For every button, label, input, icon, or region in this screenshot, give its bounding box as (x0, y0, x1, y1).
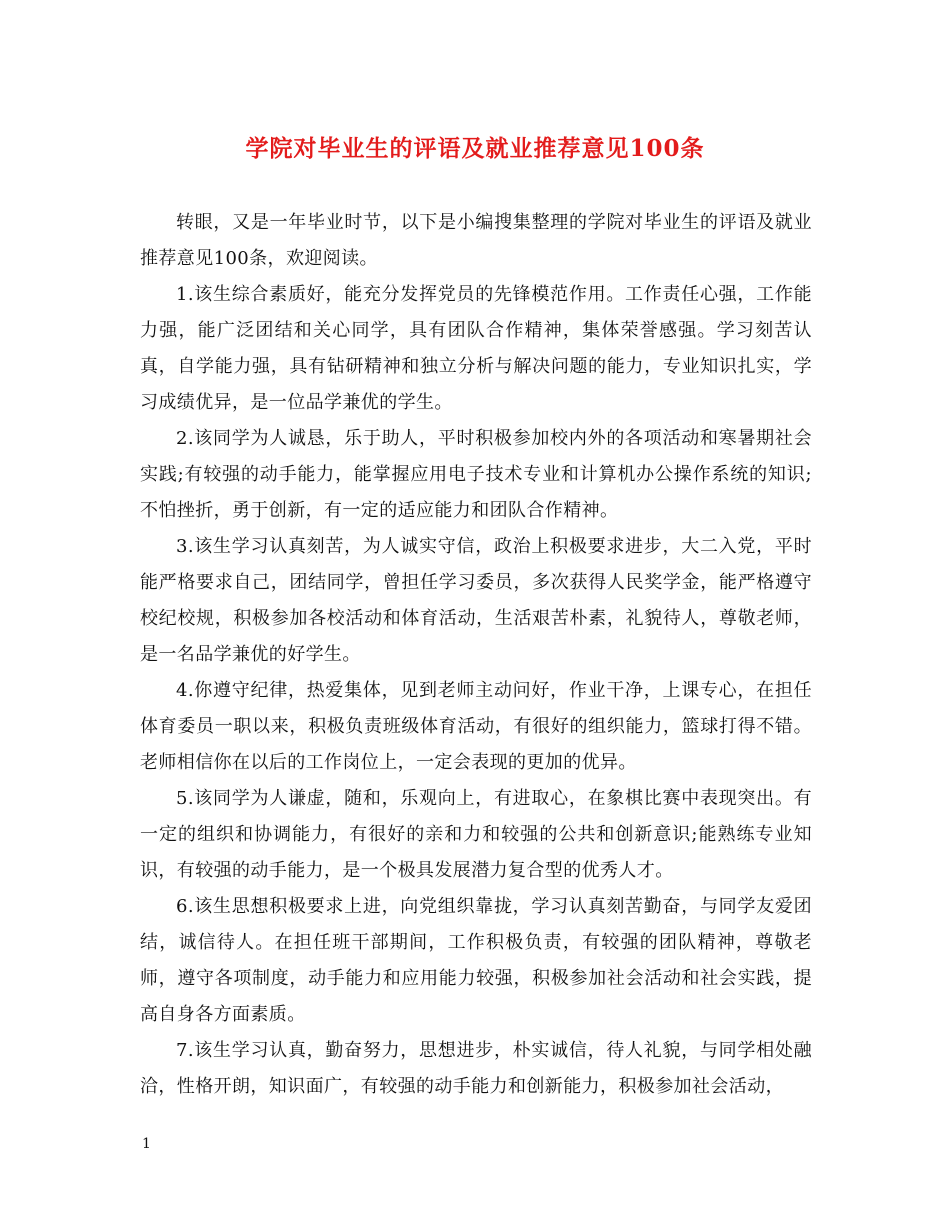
comment-paragraph-2: 2.该同学为人诚恳，乐于助人，平时积极参加校内外的各项活动和寒暑期社会实践;有较强的动手能力，能掌握应用电子技术专业和计算机办公操作系统的知识;不怕挫折，勇于创新，有一定的适应能力和团队合作精神。 (140, 428, 812, 521)
comment-paragraph-4: 4.你遵守纪律，热爱集体，见到老师主动问好，作业干净，上课专心，在担任体育委员一职以来，积极负责班级体育活动，有很好的组织能力，篮球打得不错。老师相信你在以后的工作岗位上，一定会表现的更加的优异。 (140, 680, 812, 773)
intro-paragraph: 转眼，又是一年毕业时节，以下是小编搜集整理的学院对毕业生的评语及就业推荐意见100条，欢迎阅读。 (140, 212, 812, 269)
document-body (140, 205, 812, 1105)
comment-paragraph-1: 1.该生综合素质好，能充分发挥党员的先锋模范作用。工作责任心强，工作能力强，能广泛团结和关心同学，具有团队合作精神，集体荣誉感强。学习刻苦认真，自学能力强，具有钻研精神和独立分析与解决问题的能力，专业知识扎实，学习成绩优异，是一位品学兼优的学生。 (140, 284, 812, 413)
comment-paragraph-5: 5.该同学为人谦虚，随和，乐观向上，有进取心，在象棋比赛中表现突出。有一定的组织和协调能力，有很好的亲和力和较强的公共和创新意识;能熟练专业知识，有较强的动手能力，是一个极具发展潜力复合型的优秀人才。 (140, 788, 812, 881)
comment-paragraph-7: 7.该生学习认真，勤奋努力，思想进步，朴实诚信，待人礼貌，与同学相处融洽，性格开朗，知识面广，有较强的动手能力和创新能力，积极参加社会活动， (140, 1040, 812, 1097)
comment-paragraph-6: 6.该生思想积极要求上进，向党组织靠拢，学习认真刻苦勤奋，与同学友爱团结，诚信待人。在担任班干部期间，工作积极负责，有较强的团队精神，尊敬老师，遵守各项制度，动手能力和应用能力较强，积极参加社会活动和社会实践，提高自身各方面素质。 (140, 896, 812, 1025)
comment-paragraph-3: 3.该生学习认真刻苦，为人诚实守信，政治上积极要求进步，大二入党，平时能严格要求自己，团结同学，曾担任学习委员，多次获得人民奖学金，能严格遵守校纪校规，积极参加各校活动和体育活动，生活艰苦朴素，礼貌待人，尊敬老师，是一名品学兼优的好学生。 (140, 536, 812, 665)
document-title: 学院对毕业生的评语及就业推荐意见100条 (245, 135, 705, 162)
page-number: 1 (142, 1136, 151, 1152)
